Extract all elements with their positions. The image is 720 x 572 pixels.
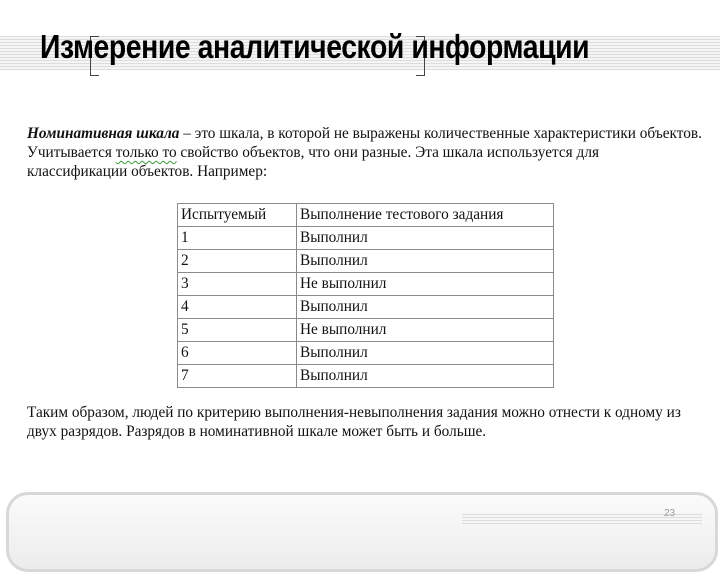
table-row [178,296,554,319]
page-number: 23 [664,508,676,519]
conclusion-paragraph: Таким образом, людей по критерию выполнения-невыполнения задания можно отнести к одному из двух разрядов. Разрядов в номинативной шкале может быть и больше. [27,404,681,440]
table-row [178,273,554,296]
example-table [177,203,554,388]
table-cell: 6 [178,342,297,365]
table-cell: Выполнил [297,296,554,319]
table-cell: Не выполнил [297,273,554,296]
table-header-cell: Испытуемый [178,204,297,227]
table-row [178,365,554,388]
table-row [178,342,554,365]
definition-text-a: – это шкала, в которой не выражены количественные характеристики объектов. Учитывается [27,125,702,161]
table-row [178,227,554,250]
table-cell: 2 [178,250,297,273]
table-header-row [178,204,554,227]
table-cell: 4 [178,296,297,319]
slide-title: Измерение аналитической информации [40,28,590,65]
term-nominative-scale: Номинативная шкала [27,125,180,142]
table-cell: Выполнил [297,227,554,250]
table-cell: 5 [178,319,297,342]
definition-text-b: свойство объектов, что они разные. Эта шкала используется для классификации объектов. Например: [27,144,599,180]
table-cell: 1 [178,227,297,250]
table-cell: 3 [178,273,297,296]
table-row [178,250,554,273]
table-cell: Выполнил [297,365,554,388]
table-cell: Выполнил [297,250,554,273]
table-cell: Выполнил [297,342,554,365]
table-cell: Не выполнил [297,319,554,342]
footer-frame [6,492,718,572]
definition-underlined-text: только то [115,144,177,161]
definition-paragraph [27,124,702,181]
table-header-cell: Выполнение тестового задания [297,204,554,227]
table-cell: 7 [178,365,297,388]
table-row [178,319,554,342]
